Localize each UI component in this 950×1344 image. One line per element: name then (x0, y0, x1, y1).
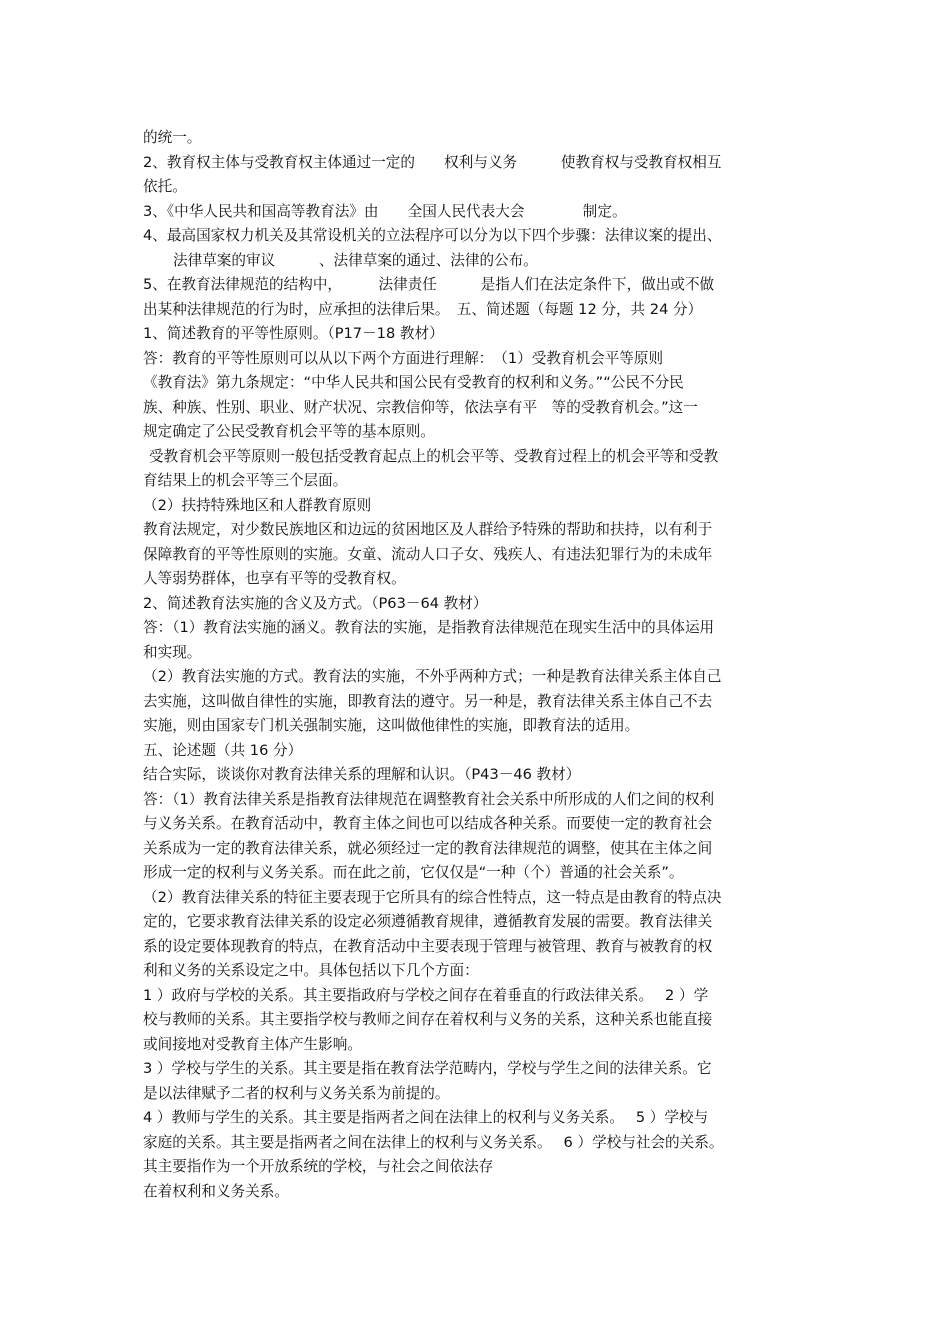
text-line: 其主要指作为一个开放系统的学校，与社会之间依法存 (143, 1158, 494, 1175)
text-line: 5、在教育法律规范的结构中， 法律责任 是指人们在法定条件下，做出或不做 (143, 276, 715, 293)
text-line: 4 ）教师与学生的关系。其主要是指两者之间在法律上的权利与义务关系。 5 ）学校与 (143, 1109, 709, 1126)
text-line: 结合实际，谈谈你对教育法律关系的理解和认识。（P43－46 教材） (143, 766, 581, 783)
text-line: 在着权利和义务关系。 (143, 1182, 289, 1200)
text-line: 和实现。 (143, 643, 202, 661)
text-line: 依托。 (143, 178, 187, 195)
document-body (143, 126, 823, 1204)
text-line: 的统一。 (143, 129, 202, 146)
text-line: 答：（1）教育法律关系是指教育法律规范在调整教育社会关系中所形成的人们之间的权利 (143, 790, 715, 808)
text-line: 系的设定要体现教育的特点，在教育活动中主要表现于管理与被管理、教育与被教育的权 (143, 937, 713, 955)
text-line: 与义务关系。在教育活动中，教育主体之间也可以结成各种关系。而要使一定的教育社会 (143, 815, 713, 832)
text-line: 答：（1）教育法实施的涵义。教育法的实施，是指教育法律规范在现实生活中的具体运用 (143, 619, 715, 636)
text-line: 4、最高国家权力机关及其常设机关的立法程序可以分为以下四个步骤：法律议案的提出、 (143, 227, 722, 244)
text-line: 3、《中华人民共和国高等教育法》由 全国人民代表大会 制定。 (143, 202, 627, 220)
text-line: 2、教育权主体与受教育权主体通过一定的 权利与义务 使教育权与受教育权相互 (143, 153, 722, 171)
text-line: 教育法规定，对少数民族地区和边远的贫困地区及人群给予特殊的帮助和扶持，以有利于 (143, 521, 713, 538)
text-line: 家庭的关系。其主要是指两者之间在法律上的权利与义务关系。 6 ）学校与社会的关系。 (143, 1133, 724, 1151)
text-line: 《教育法》第九条规定：“中华人民共和国公民有受教育的权利和义务。”“公民不分民 (143, 374, 684, 391)
text-line: 或间接地对受教育主体产生影响。 (143, 1035, 362, 1053)
text-line: 育结果上的机会平等三个层面。 (143, 472, 348, 489)
text-line: （2）扶持特殊地区和人群教育原则 (143, 496, 372, 514)
text-line: 形成一定的权利与义务关系。而在此之前，它仅仅是“一种（个）普通的社会关系”。 (143, 864, 684, 881)
text-line: 人等弱势群体，也享有平等的受教育权。 (143, 570, 406, 587)
text-line: 出某种法律规范的行为时，应承担的法律后果。 五、简述题（每题 12 分，共 24 分） (143, 300, 703, 318)
text-line: 是以法律赋予二者的权利与义务关系为前提的。 (143, 1084, 450, 1102)
text-line: （2）教育法实施的方式。教育法的实施，不外乎两种方式；一种是教育法律关系主体自己 (143, 668, 722, 685)
text-line: 答：教育的平等性原则可以从以下两个方面进行理解： （1）受教育机会平等原则 (143, 349, 664, 367)
text-line: 法律草案的审议 、法律草案的通过、法律的公布。 (173, 251, 538, 269)
text-line: 族、种族、性别、职业、财产状况、宗教信仰等，依法享有平 等的受教育机会。”这一 (143, 398, 698, 416)
text-line: 关系成为一定的教育法律关系，就必须经过一定的教育法律规范的调整，使其在主体之间 (143, 839, 713, 857)
text-line: 定的，它要求教育法律关系的设定必须遵循教育规律，遵循教育发展的需要。教育法律关 (143, 913, 713, 930)
text-line: （2）教育法律关系的特征主要表现于它所具有的综合性特点，这一特点是由教育的特点决 (143, 888, 722, 906)
text-line: 规定确定了公民受教育机会平等的基本原则。 (143, 423, 435, 440)
text-line: 3 ）学校与学生的关系。其主要是指在教育法学范畴内，学校与学生之间的法律关系。它 (143, 1060, 712, 1077)
text-line: 去实施，这叫做自律性的实施，即教育法的遵守。另一种是，教育法律关系主体自己不去 (143, 692, 713, 710)
text-line: 保障教育的平等性原则的实施。女童、流动人口子女、残疾人、有违法犯罪行为的未成年 (143, 545, 713, 563)
text-line: 实施，则由国家专门机关强制实施，这叫做他律性的实施，即教育法的适用。 (143, 717, 640, 734)
text-line: 五、论述题（共 16 分） (143, 741, 303, 759)
text-line: 1 ）政府与学校的关系。其主要指政府与学校之间存在着垂直的行政法律关系。 2 ）学 (143, 986, 709, 1004)
text-line: 校与教师的关系。其主要指学校与教师之间存在着权利与义务的关系，这种关系也能直接 (143, 1011, 713, 1028)
text-line: 受教育机会平等原则一般包括受教育起点上的机会平等、受教育过程上的机会平等和受教 (149, 447, 719, 465)
text-line: 1、简述教育的平等性原则。（P17－18 教材） (143, 325, 444, 342)
text-line: 利和义务的关系设定之中。具体包括以下几个方面： (143, 962, 479, 979)
text-line: 2、简述教育法实施的含义及方式。（P63－64 教材） (143, 594, 488, 612)
